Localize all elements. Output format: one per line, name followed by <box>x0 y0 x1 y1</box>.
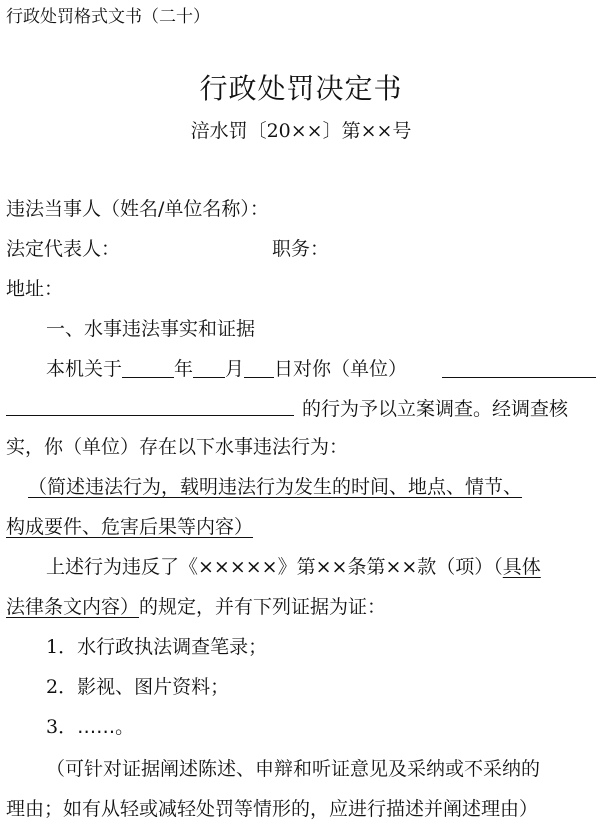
section-heading-facts: 一、水事违法事实和证据 <box>46 318 256 340</box>
paragraph-investigation-line2: 的行为予以立案调查。经调查核 <box>302 398 569 420</box>
violation-law-line1 <box>46 554 541 580</box>
form-series-label: 行政处罚格式文书（二十） <box>6 7 210 27</box>
day-blank <box>244 357 274 378</box>
violation-law-line2 <box>6 594 386 620</box>
evidence-item <box>46 674 229 700</box>
matter-blank <box>6 415 294 416</box>
text-segment-underlined: 具体 <box>502 556 541 578</box>
evidence-text: 水行政执法调查笔录； <box>77 636 268 658</box>
document-title: 行政处罚决定书 <box>199 72 403 105</box>
month-blank <box>193 357 225 378</box>
text-segment: 月 <box>225 358 245 380</box>
evidence-item <box>46 714 134 740</box>
violation-description-line1: （简述违法行为，载明违法行为发生的时间、地点、情节、 <box>28 476 523 498</box>
evidence-text: 影视、图片资料； <box>77 676 230 698</box>
party-blank <box>442 377 596 378</box>
text-segment: 年 <box>174 358 194 380</box>
opinion-note-line2: 理由；如有从轻或减轻处罚等情形的，应进行描述并阐述理由） <box>6 798 539 820</box>
year-blank <box>122 357 174 378</box>
evidence-number: 2． <box>46 676 78 698</box>
evidence-number: 1． <box>46 636 78 658</box>
position-label: 职务： <box>272 238 330 260</box>
legal-rep-label: 法定代表人： <box>6 238 121 260</box>
evidence-text: ……。 <box>77 716 135 738</box>
text-segment: 的规定，并有下列证据为证： <box>139 596 387 618</box>
address-label: 地址： <box>6 278 64 300</box>
document-number: 涪水罚〔20××〕第××号 <box>190 120 412 142</box>
party-name-label: 违法当事人（姓名/单位名称）： <box>6 198 269 220</box>
evidence-number: 3． <box>46 716 78 738</box>
text-segment: 上述行为违反了《×××××》第××条第××款（项）（ <box>46 556 503 578</box>
violation-description-line2: 构成要件、危害后果等内容） <box>6 516 254 538</box>
paragraph-investigation-line1 <box>46 356 407 382</box>
evidence-item <box>46 634 267 660</box>
opinion-note-line1: （可针对证据阐述陈述、申辩和听证意见及采纳或不采纳的 <box>46 758 541 780</box>
text-segment: 日对你（单位） <box>274 358 408 380</box>
text-segment-underlined: 法律条文内容） <box>6 596 140 618</box>
paragraph-investigation-line3: 实，你（单位）存在以下水事违法行为： <box>6 436 349 458</box>
text-segment: 本机关于 <box>46 358 123 380</box>
